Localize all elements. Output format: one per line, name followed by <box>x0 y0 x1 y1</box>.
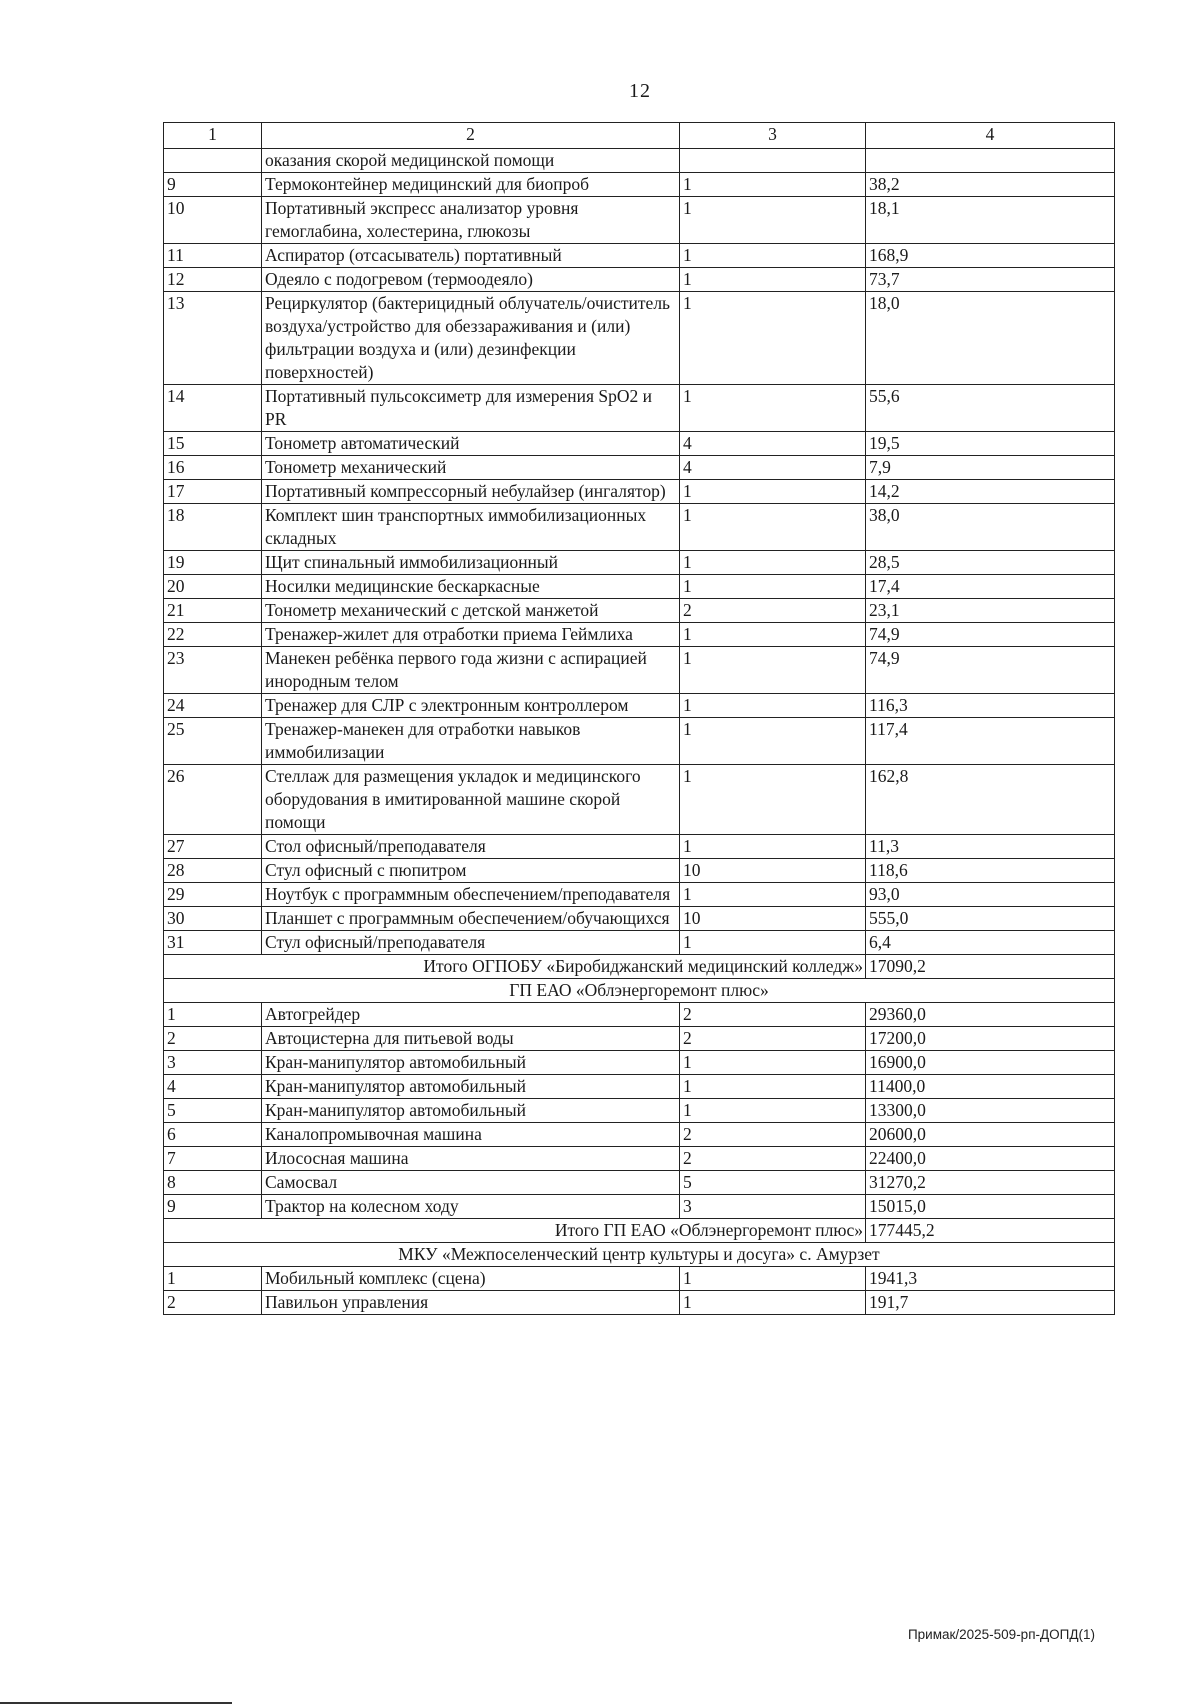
item-sum: 74,9 <box>866 647 1115 694</box>
item-quantity: 10 <box>680 859 866 883</box>
table-row <box>164 480 1115 504</box>
item-quantity: 1 <box>680 931 866 955</box>
item-name: Кран-манипулятор автомобильный <box>262 1051 680 1075</box>
item-sum: 16900,0 <box>866 1051 1115 1075</box>
row-number: 11 <box>164 244 262 268</box>
table-row <box>164 1291 1115 1315</box>
item-quantity: 2 <box>680 1123 866 1147</box>
row-number: 24 <box>164 694 262 718</box>
item-sum: 118,6 <box>866 859 1115 883</box>
item-sum: 18,1 <box>866 197 1115 244</box>
item-quantity: 1 <box>680 1051 866 1075</box>
header-cell-2: 2 <box>262 123 680 149</box>
item-name: Тонометр автоматический <box>262 432 680 456</box>
item-quantity: 2 <box>680 1003 866 1027</box>
item-sum: 38,2 <box>866 173 1115 197</box>
row-number: 2 <box>164 1291 262 1315</box>
table-row <box>164 907 1115 931</box>
item-name: Портативный экспресс анализатор уровня гемоглабина, холестерина, глюкозы <box>262 197 680 244</box>
section-row-culture-center <box>164 1243 1115 1267</box>
item-name: Тренажер для СЛР с электронным контроллером <box>262 694 680 718</box>
row-number: 31 <box>164 931 262 955</box>
row-number: 22 <box>164 623 262 647</box>
section-row-oblenergoremont <box>164 979 1115 1003</box>
item-quantity: 1 <box>680 385 866 432</box>
item-quantity: 2 <box>680 1027 866 1051</box>
table-row <box>164 432 1115 456</box>
item-quantity: 1 <box>680 1075 866 1099</box>
item-sum: 22400,0 <box>866 1147 1115 1171</box>
item-sum: 11,3 <box>866 835 1115 859</box>
item-name: Автоцистерна для питьевой воды <box>262 1027 680 1051</box>
item-name: Стул офисный с пюпитром <box>262 859 680 883</box>
item-sum: 17200,0 <box>866 1027 1115 1051</box>
table-row <box>164 623 1115 647</box>
item-name: Рециркулятор (бактерицидный облучатель/очиститель воздуха/устройство для обеззараживания и (или) фильтрации воздуха и (или) дезинфекции поверхностей) <box>262 292 680 385</box>
table-row <box>164 575 1115 599</box>
item-quantity: 4 <box>680 456 866 480</box>
section-title: ГП ЕАО «Облэнергоремонт плюс» <box>164 979 1115 1003</box>
row-number: 3 <box>164 1051 262 1075</box>
item-sum: 74,9 <box>866 623 1115 647</box>
table-row <box>164 883 1115 907</box>
row-number: 25 <box>164 718 262 765</box>
header-row <box>164 123 1115 149</box>
item-name: Стол офисный/преподавателя <box>262 835 680 859</box>
table-row <box>164 197 1115 244</box>
item-name: Манекен ребёнка первого года жизни с аспирацией инородным телом <box>262 647 680 694</box>
item-name: Павильон управления <box>262 1291 680 1315</box>
item-quantity: 1 <box>680 292 866 385</box>
item-sum: 7,9 <box>866 456 1115 480</box>
header-cell-3: 3 <box>680 123 866 149</box>
item-quantity: 1 <box>680 575 866 599</box>
row-number: 4 <box>164 1075 262 1099</box>
row-number: 1 <box>164 1003 262 1027</box>
document-code: Примак/2025-509-рп-ДОПД(1) <box>907 1627 1095 1642</box>
item-name: Комплект шин транспортных иммобилизационных складных <box>262 504 680 551</box>
item-sum: 20600,0 <box>866 1123 1115 1147</box>
table-row <box>164 244 1115 268</box>
item-name: Кран-манипулятор автомобильный <box>262 1075 680 1099</box>
page-number: 12 <box>629 80 651 102</box>
table-row <box>164 1195 1115 1219</box>
row-number: 16 <box>164 456 262 480</box>
item-name: Стеллаж для размещения укладок и медицинского оборудования в имитированной машине скорой помощи <box>262 765 680 835</box>
continuation-num <box>164 149 262 173</box>
item-quantity: 1 <box>680 173 866 197</box>
item-name: Портативный компрессорный небулайзер (ингалятор) <box>262 480 680 504</box>
item-quantity: 1 <box>680 647 866 694</box>
item-name: Планшет с программным обеспечением/обучающихся <box>262 907 680 931</box>
item-sum: 38,0 <box>866 504 1115 551</box>
total-label: Итого ОГПОБУ «Биробиджанский медицинский колледж» <box>164 955 866 979</box>
continuation-qty <box>680 149 866 173</box>
item-name: Носилки медицинские бескаркасные <box>262 575 680 599</box>
item-sum: 19,5 <box>866 432 1115 456</box>
item-sum: 162,8 <box>866 765 1115 835</box>
item-name: Тонометр механический с детской манжетой <box>262 599 680 623</box>
table-row <box>164 1099 1115 1123</box>
table-row <box>164 292 1115 385</box>
item-sum: 29360,0 <box>866 1003 1115 1027</box>
item-quantity: 1 <box>680 1099 866 1123</box>
row-number: 10 <box>164 197 262 244</box>
table-row <box>164 385 1115 432</box>
row-number: 28 <box>164 859 262 883</box>
item-sum: 117,4 <box>866 718 1115 765</box>
table-row <box>164 551 1115 575</box>
item-sum: 23,1 <box>866 599 1115 623</box>
row-number: 17 <box>164 480 262 504</box>
row-number: 19 <box>164 551 262 575</box>
table-row <box>164 1147 1115 1171</box>
row-number: 5 <box>164 1099 262 1123</box>
row-number: 20 <box>164 575 262 599</box>
table-row <box>164 1075 1115 1099</box>
item-sum: 14,2 <box>866 480 1115 504</box>
table-body <box>164 123 1115 1315</box>
item-sum: 17,4 <box>866 575 1115 599</box>
equipment-table <box>163 122 1115 1315</box>
item-name: Портативный пульсоксиметр для измерения SpO2 и PR <box>262 385 680 432</box>
item-name: Самосвал <box>262 1171 680 1195</box>
table-row <box>164 1123 1115 1147</box>
item-name: Щит спинальный иммобилизационный <box>262 551 680 575</box>
continuation-sum <box>866 149 1115 173</box>
row-number: 1 <box>164 1267 262 1291</box>
item-name: Мобильный комплекс (сцена) <box>262 1267 680 1291</box>
table-row <box>164 268 1115 292</box>
row-number: 8 <box>164 1171 262 1195</box>
table-row <box>164 1003 1115 1027</box>
item-sum: 168,9 <box>866 244 1115 268</box>
row-number: 15 <box>164 432 262 456</box>
item-name: Одеяло с подогревом (термоодеяло) <box>262 268 680 292</box>
item-quantity: 1 <box>680 504 866 551</box>
item-sum: 11400,0 <box>866 1075 1115 1099</box>
header-cell-4: 4 <box>866 123 1115 149</box>
table-row <box>164 765 1115 835</box>
item-quantity: 1 <box>680 765 866 835</box>
item-sum: 116,3 <box>866 694 1115 718</box>
item-quantity: 1 <box>680 197 866 244</box>
item-quantity: 1 <box>680 883 866 907</box>
table-row <box>164 694 1115 718</box>
item-quantity: 1 <box>680 480 866 504</box>
item-quantity: 1 <box>680 623 866 647</box>
item-name: Тренажер-жилет для отработки приема Геймлиха <box>262 623 680 647</box>
row-number: 14 <box>164 385 262 432</box>
item-quantity: 3 <box>680 1195 866 1219</box>
item-name: Аспиратор (отсасыватель) портативный <box>262 244 680 268</box>
item-quantity: 10 <box>680 907 866 931</box>
scan-edge-line <box>0 1702 232 1704</box>
item-quantity: 1 <box>680 244 866 268</box>
row-number: 13 <box>164 292 262 385</box>
total-row-oblenergoremont <box>164 1219 1115 1243</box>
table-row <box>164 647 1115 694</box>
row-number: 29 <box>164 883 262 907</box>
table-row <box>164 931 1115 955</box>
total-value: 17090,2 <box>866 955 1115 979</box>
item-sum: 15015,0 <box>866 1195 1115 1219</box>
item-name: Тонометр механический <box>262 456 680 480</box>
row-number: 18 <box>164 504 262 551</box>
row-number: 6 <box>164 1123 262 1147</box>
item-sum: 6,4 <box>866 931 1115 955</box>
table-row <box>164 1267 1115 1291</box>
item-sum: 1941,3 <box>866 1267 1115 1291</box>
item-name: Тренажер-манекен для отработки навыков иммобилизации <box>262 718 680 765</box>
row-number: 30 <box>164 907 262 931</box>
continuation-text: оказания скорой медицинской помощи <box>262 149 680 173</box>
row-number: 21 <box>164 599 262 623</box>
table-row <box>164 859 1115 883</box>
table-row <box>164 1027 1115 1051</box>
item-quantity: 1 <box>680 268 866 292</box>
table-row <box>164 173 1115 197</box>
item-quantity: 1 <box>680 694 866 718</box>
row-number: 12 <box>164 268 262 292</box>
item-quantity: 5 <box>680 1171 866 1195</box>
row-number: 9 <box>164 173 262 197</box>
row-number: 9 <box>164 1195 262 1219</box>
table-row <box>164 504 1115 551</box>
item-quantity: 1 <box>680 718 866 765</box>
item-name: Ноутбук с программным обеспечением/преподавателя <box>262 883 680 907</box>
item-quantity: 1 <box>680 1291 866 1315</box>
item-quantity: 4 <box>680 432 866 456</box>
item-name: Стул офисный/преподавателя <box>262 931 680 955</box>
item-quantity: 2 <box>680 1147 866 1171</box>
item-name: Автогрейдер <box>262 1003 680 1027</box>
table-row <box>164 718 1115 765</box>
total-row-college <box>164 955 1115 979</box>
total-value: 177445,2 <box>866 1219 1115 1243</box>
table-row <box>164 456 1115 480</box>
row-number: 7 <box>164 1147 262 1171</box>
item-sum: 93,0 <box>866 883 1115 907</box>
item-sum: 13300,0 <box>866 1099 1115 1123</box>
item-quantity: 2 <box>680 599 866 623</box>
item-name: Трактор на колесном ходу <box>262 1195 680 1219</box>
item-sum: 191,7 <box>866 1291 1115 1315</box>
item-sum: 73,7 <box>866 268 1115 292</box>
item-sum: 31270,2 <box>866 1171 1115 1195</box>
item-name: Илососная машина <box>262 1147 680 1171</box>
table-row <box>164 1051 1115 1075</box>
item-quantity: 1 <box>680 835 866 859</box>
item-name: Кран-манипулятор автомобильный <box>262 1099 680 1123</box>
row-number: 27 <box>164 835 262 859</box>
table-row <box>164 599 1115 623</box>
row-number: 2 <box>164 1027 262 1051</box>
table-row <box>164 1171 1115 1195</box>
item-sum: 18,0 <box>866 292 1115 385</box>
row-number: 23 <box>164 647 262 694</box>
table-row <box>164 835 1115 859</box>
section-title: МКУ «Межпоселенческий центр культуры и досуга» с. Амурзет <box>164 1243 1115 1267</box>
row-number: 26 <box>164 765 262 835</box>
item-name: Каналопромывочная машина <box>262 1123 680 1147</box>
continuation-row <box>164 149 1115 173</box>
item-quantity: 1 <box>680 551 866 575</box>
item-sum: 55,6 <box>866 385 1115 432</box>
header-cell-1: 1 <box>164 123 262 149</box>
item-quantity: 1 <box>680 1267 866 1291</box>
item-sum: 555,0 <box>866 907 1115 931</box>
item-sum: 28,5 <box>866 551 1115 575</box>
total-label: Итого ГП ЕАО «Облэнергоремонт плюс» <box>164 1219 866 1243</box>
item-name: Термоконтейнер медицинский для биопроб <box>262 173 680 197</box>
